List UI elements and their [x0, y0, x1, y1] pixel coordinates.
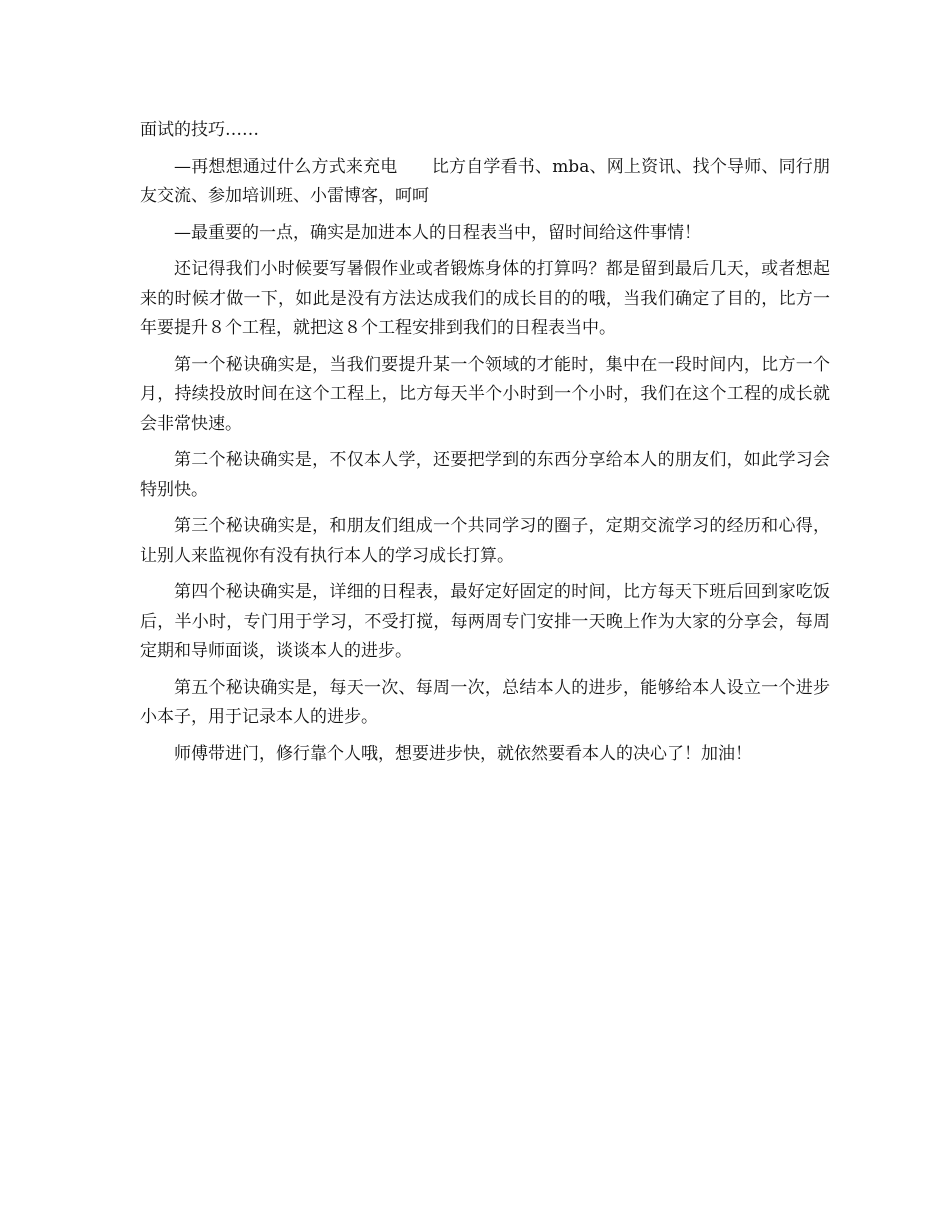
- paragraph-closing: 师傅带进门，修行靠个人哦，想要进步快，就依然要看本人的决心了！加油！: [174, 743, 752, 764]
- paragraph-secret-three: 第三个秘诀确实是，和朋友们组成一个共同学习的圈子，定期交流学习的经历和心得，让别人来监视你有没有执行本人的学习成长打算。: [140, 516, 830, 566]
- paragraph-schedule-importance: —最重要的一点，确实是加进本人的日程表当中，留时间给这件事情！: [174, 222, 701, 243]
- paragraph-secret-four: 第四个秘诀确实是，详细的日程表，最好定好固定的时间，比方每天下班后回到家吃饭后，半小时，专门用于学习，不受打搅，每两周专门安排一天晚上作为大家的分享会，每周定期和导师面谈，谈谈本人的进步。: [140, 582, 830, 661]
- paragraph-secret-five: 第五个秘诀确实是，每天一次、每周一次，总结本人的进步，能够给本人设立一个进步小本子，用于记录本人的进步。: [140, 677, 830, 727]
- document-body: [140, 116, 830, 776]
- paragraph-recharge-methods: —再想想通过什么方式来充电 比方自学看书、mba、网上资讯、找个导师、同行朋友交流、参加培训班、小雷博客，呵呵: [140, 156, 830, 206]
- paragraph-secret-two: 第二个秘诀确实是，不仅本人学，还要把学到的东西分享给本人的朋友们，如此学习会特别快。: [140, 450, 830, 500]
- paragraph-childhood-plans: 还记得我们小时候要写暑假作业或者锻炼身体的打算吗？都是留到最后几天，或者想起来的时候才做一下，如此是没有方法达成我们的成长目的的哦，当我们确定了目的，比方一年要提升８个工程，就把这８个工程安排到我们的日程表当中。: [140, 259, 830, 338]
- paragraph-secret-one: 第一个秘诀确实是，当我们要提升某一个领域的才能时，集中在一段时间内，比方一个月，持续投放时间在这个工程上，比方每天半个小时到一个小时，我们在这个工程的成长就会非常快速。: [140, 354, 830, 434]
- paragraph-interview-tips: 面试的技巧……: [140, 120, 259, 140]
